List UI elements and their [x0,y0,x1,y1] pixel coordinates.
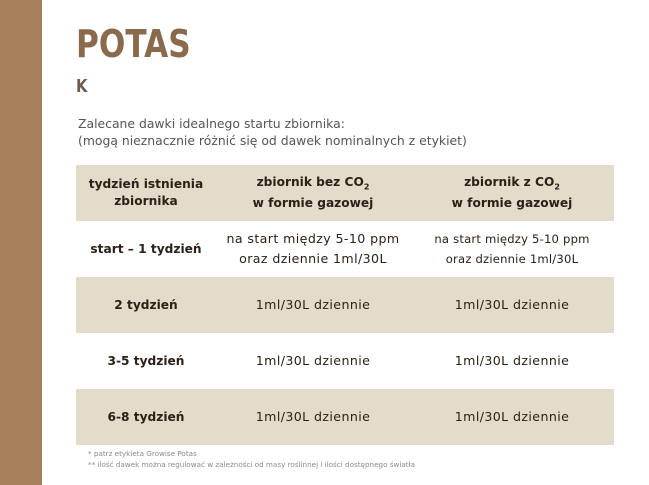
header-co2-line-1: zbiornik z CO [464,174,555,189]
dose-no-co2-cell: 1ml/30L dziennie [216,389,410,445]
header-no-co2 [216,165,410,221]
week-cell: 6-8 tydzień [76,389,216,445]
header-co2-subscript: 2 [554,182,560,192]
table-row [76,277,614,333]
table-row [76,389,614,445]
dose-co2-cell: 1ml/30L dziennie [410,277,614,333]
dose-no-co2-cell: 1ml/30L dziennie [216,333,410,389]
table-header-row [76,165,614,221]
dose-co2-cell [410,221,614,277]
week-cell: 3-5 tydzień [76,333,216,389]
header-co2-line-2: w formie gazowej [451,196,573,211]
table-row [76,333,614,389]
dose-no-co2-line-1: na start między 5-10 ppm [226,231,400,246]
footnote-2: ** ilość dawek można regulować w zależności od masy roślinnej i ilości dostępnego światła [88,460,416,469]
dose-co2-line-2: oraz dziennie 1ml/30L [445,252,579,266]
week-cell: 2 tydzień [76,277,216,333]
header-week-line-1: tydzień istnienia [88,177,204,191]
intro-line-1: Zalecane dawki idealnego startu zbiornika: [78,116,345,131]
dose-no-co2-line-2: oraz dziennie 1ml/30L [239,251,387,266]
footnote-1: * patrz etykieta Growise Potas [88,449,197,458]
dose-no-co2-cell [216,221,410,277]
page-title: POTAS [76,22,191,66]
header-no-co2-line-1: zbiornik bez CO [256,174,364,189]
element-symbol: K [76,76,88,97]
intro-text [78,115,467,149]
dose-no-co2-cell: 1ml/30L dziennie [216,277,410,333]
header-week [76,165,216,221]
dose-co2-line-1: na start między 5-10 ppm [434,232,590,246]
header-no-co2-line-2: w formie gazowej [252,196,374,211]
table-row [76,221,614,277]
footnotes [88,448,415,470]
dose-co2-cell: 1ml/30L dziennie [410,389,614,445]
dose-co2-cell: 1ml/30L dziennie [410,333,614,389]
header-week-line-2: zbiornika [114,194,178,208]
header-co2 [410,165,614,221]
dosage-table [76,165,614,445]
side-color-band [0,0,42,485]
header-no-co2-subscript: 2 [363,182,370,192]
intro-line-2: (mogą nieznacznie różnić się od dawek nominalnych z etykiet) [78,133,467,148]
week-cell: start – 1 tydzień [76,221,216,277]
